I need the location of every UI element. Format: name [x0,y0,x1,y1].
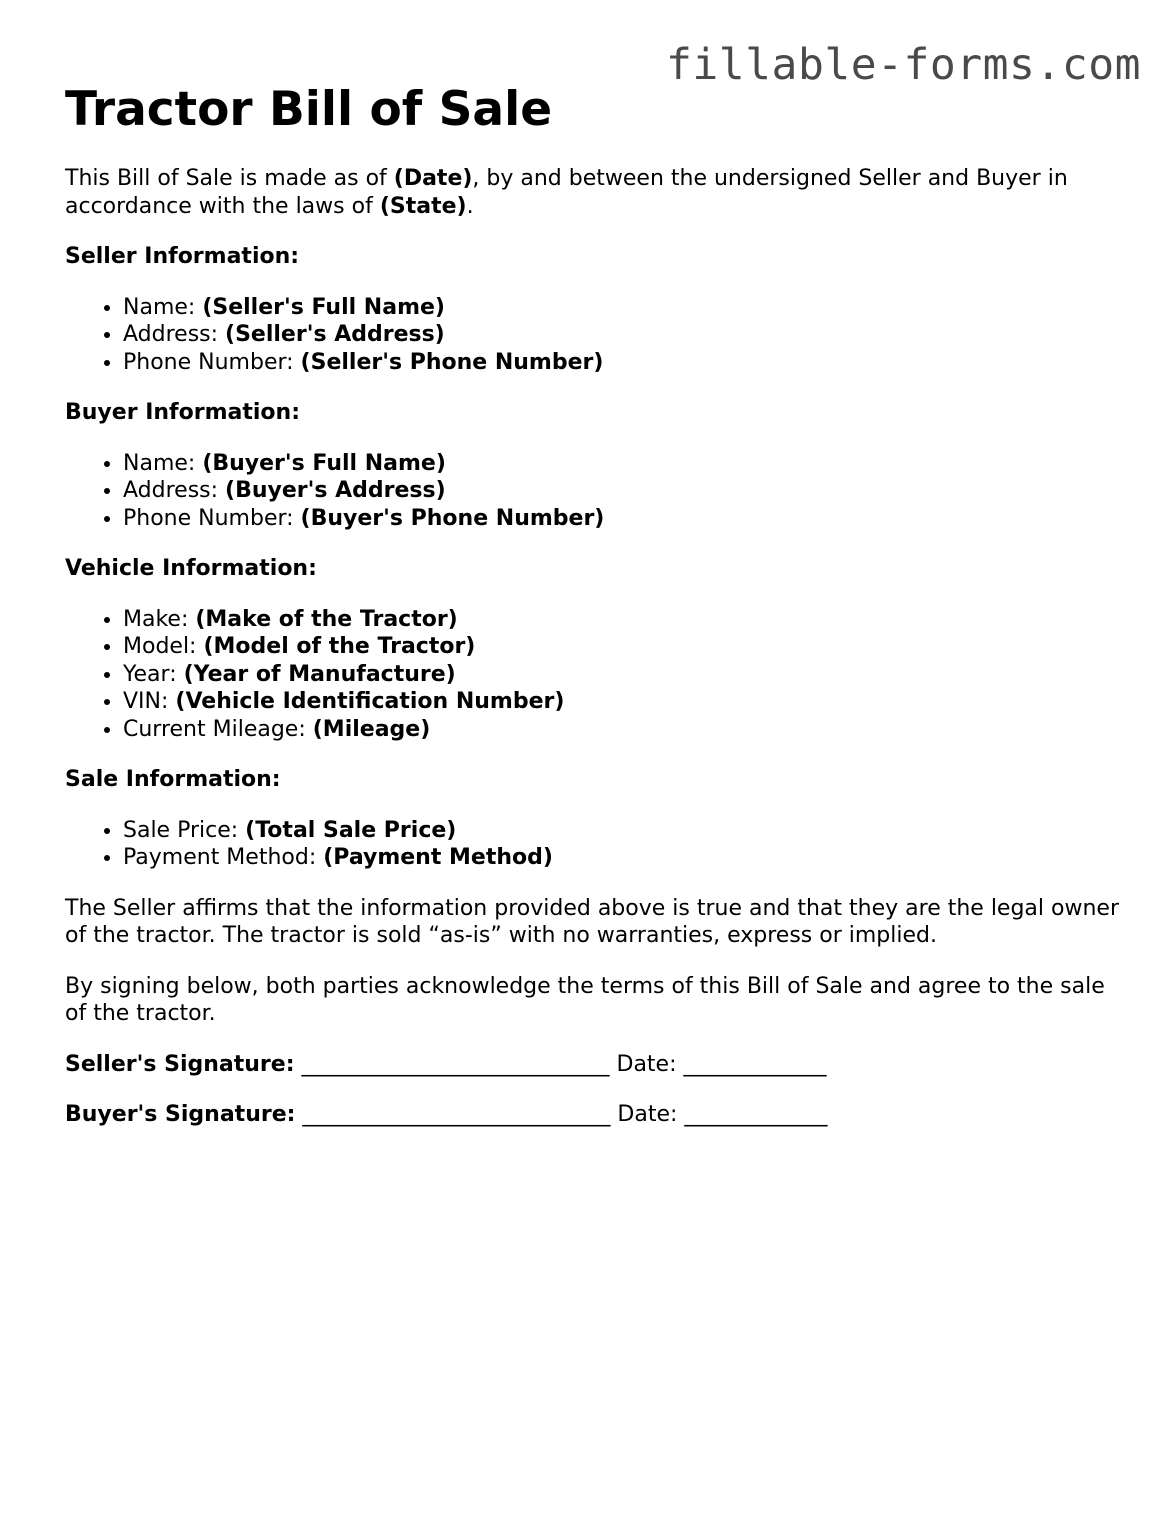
payment-method-field[interactable]: (Payment Method) [323,845,553,870]
seller-name-field[interactable]: (Seller's Full Name) [202,294,445,320]
buyer-phone-label: Phone Number: [123,505,301,531]
vehicle-list [65,606,1125,744]
list-item [123,294,1125,322]
seller-address-field[interactable]: (Seller's Address) [225,322,445,347]
buyer-signature-label: Buyer's Signature: [65,1102,296,1127]
vehicle-heading: Vehicle Information: [65,556,317,581]
vehicle-model-field[interactable]: (Model of the Tractor) [203,634,476,659]
seller-list [65,294,1125,377]
seller-phone-field[interactable]: (Seller's Phone Number) [300,349,604,375]
document-body [65,82,1125,1152]
seller-date-line[interactable]: _____________ [676,1051,827,1077]
list-item [123,716,1125,744]
seller-heading: Seller Information: [65,244,300,269]
list-item [123,321,1125,349]
buyer-signature-line[interactable]: ____________________________ [295,1102,618,1127]
seller-phone-label: Phone Number: [123,349,301,375]
buyer-signature-row [65,1101,1125,1129]
vehicle-mileage-label: Current Mileage: [123,716,313,742]
list-item [123,817,1125,845]
vehicle-make-label: Make: [123,606,196,632]
list-item [123,349,1125,377]
intro-text-3: . [466,193,474,219]
vehicle-make-field[interactable]: (Make of the Tractor) [195,606,458,632]
list-item [123,844,1125,872]
intro-text-1: This Bill of Sale is made as of [65,166,394,191]
state-field[interactable]: (State) [379,193,467,219]
list-item [123,606,1125,634]
intro-text-2: , by and between the undersigned Seller and Buyer in accordance with the laws of [65,166,1068,219]
vehicle-mileage-field[interactable]: (Mileage) [312,716,431,742]
watermark: fillable-forms.com [666,40,1141,90]
sale-heading: Sale Information: [65,767,281,792]
date-field[interactable]: (Date) [393,166,473,191]
affirmation-paragraph: The Seller affirms that the information provided above is true and that they are the legal owner of the tractor. The tractor is sold “as-is” with no warranties, express or implied. [65,895,1119,948]
buyer-name-field[interactable]: (Buyer's Full Name) [202,450,446,476]
sale-price-label: Sale Price: [123,817,246,843]
vehicle-vin-field[interactable]: (Vehicle Identification Number) [175,689,565,714]
buyer-heading: Buyer Information: [65,400,300,425]
seller-signature-line[interactable]: ____________________________ [294,1051,617,1077]
vehicle-vin-label: VIN: [123,689,176,714]
buyer-name-label: Name: [123,450,203,476]
list-item [123,477,1125,505]
intro-paragraph [65,165,1125,220]
list-item [123,633,1125,661]
buyer-phone-field[interactable]: (Buyer's Phone Number) [300,505,605,531]
seller-signature-label: Seller's Signature: [65,1051,295,1077]
seller-address-label: Address: [123,322,226,347]
vehicle-year-field[interactable]: (Year of Manufacture) [183,661,456,687]
buyer-address-label: Address: [123,478,226,503]
buyer-list [65,450,1125,533]
list-item [123,661,1125,689]
seller-signature-row [65,1051,1125,1079]
vehicle-year-label: Year: [123,661,184,687]
vehicle-model-label: Model: [123,634,204,659]
buyer-address-field[interactable]: (Buyer's Address) [225,478,446,503]
list-item [123,505,1125,533]
buyer-date-label: Date: [617,1102,678,1127]
list-item [123,688,1125,716]
seller-name-label: Name: [123,294,203,320]
sale-list [65,817,1125,872]
payment-method-label: Payment Method: [123,845,324,870]
buyer-date-line[interactable]: _____________ [677,1102,828,1127]
page-title: Tractor Bill of Sale [65,82,553,137]
acknowledgement-paragraph: By signing below, both parties acknowledge the terms of this Bill of Sale and agree to the sale of the tractor. [65,973,1105,1026]
seller-date-label: Date: [616,1051,677,1077]
sale-price-field[interactable]: (Total Sale Price) [245,817,457,843]
list-item [123,450,1125,478]
